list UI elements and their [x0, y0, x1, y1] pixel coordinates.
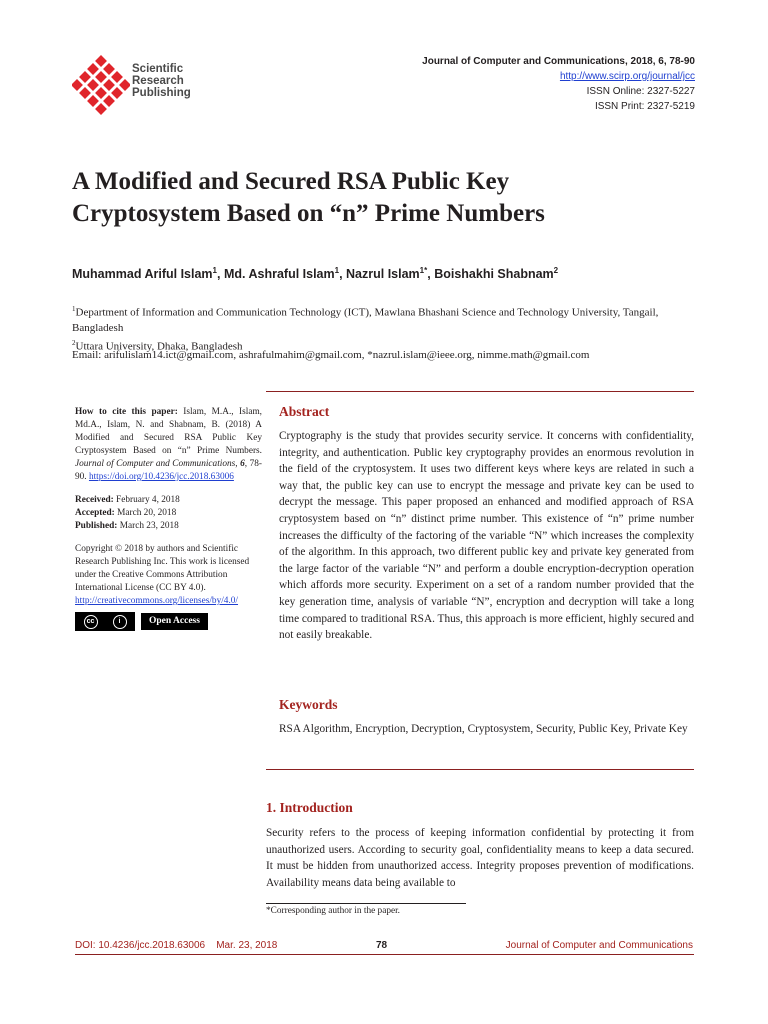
- logo-diamond: [103, 79, 115, 91]
- received-date: February 4, 2018: [116, 495, 180, 505]
- journal-info: [422, 54, 695, 114]
- author-mark: 1: [212, 266, 217, 275]
- introduction-text: Security refers to the process of keeping information confidential by protecting it from unauthorized users. According to security goal, confidentiality means to keep a data secured. It must be hidden from unauthorized access. Integrity proposes prevention of modifications. Availability means data being available to: [266, 827, 694, 889]
- logo-diamond: [111, 87, 123, 99]
- affiliation-item: $^1$Department of Information and Communication Technology (ICT), Mawlana Bhashani Science and Technology University, Tangail, Bangladesh: [72, 305, 659, 334]
- publisher-name-line3: Publishing: [132, 87, 191, 99]
- logo-diamond: [87, 63, 99, 75]
- how-to-cite: How to cite this paper: Islam, M.A., Islam, Md.A., Islam, N. and Shabnam, B. (2018) A Modified and Secured RSA Public Key Cryptosystem Based on “n” Prime Numbers. Journal of Computer and Communications, 6, 78-90. https://doi.org/10.4236/jcc.2018.63006: [75, 407, 263, 482]
- license-badges: [75, 612, 262, 631]
- cite-text: Islam, M.A., Islam, Md.A., Islam, N. and Shabnam, B. (2018) A Modified and Secured RSA Public Key Cryptosystem Based on “n” Prime Numbers.: [75, 407, 263, 456]
- published-date: March 23, 2018: [119, 521, 179, 531]
- abstract-text: Cryptography is the study that provides security service. It concerns with confidentiality, integrity, and authentication. Public key cryptography provides an enormous revolution in the field of the cryptosystem. It uses two different keys where keys are related in such a way that, the public key can use to encrypt the message and private key can be used to decrypt the message. This paper proposed an enhanced and modified approach of RSA cryptosystem based on “n” distinct prime number. This existence of “n” prime number increases the difficulty of the factoring of the variable “N” which increases the complexity of the algorithm. In this approach, two different public key and private key generated from the large factor of the variable “N” and perform a double encryption-decryption operation which affords more security. Experiment on a set of a random number provided that the key generation time, analysis of variable “N”, encryption and decryption will take a long time compared to traditional RSA. Thus, this approach is more efficient, highly secured and not easily breakable.: [279, 430, 694, 642]
- attribution-icon: i: [113, 615, 127, 629]
- author-name: Muhammad Ariful Islam: [72, 267, 213, 282]
- footer-journal: Journal of Computer and Communications: [505, 940, 693, 951]
- paper-title-line1: A Modified and Secured RSA Public Key: [72, 168, 510, 195]
- logo-diamond: [87, 95, 99, 107]
- page-number: 78: [376, 940, 388, 951]
- author-mark: 1*: [419, 266, 428, 275]
- paper-title: [72, 166, 692, 230]
- logo-diamond: [103, 95, 115, 107]
- publication-dates: Received: February 4, 2018 Accepted: March 20, 2018 Published: March 23, 2018: [75, 495, 180, 531]
- abstract-top-divider: [266, 391, 694, 392]
- copyright-notice: Copyright © 2018 by authors and Scientific Research Publishing Inc. This work is licensed under the Creative Commons Attribution International License (CC BY 4.0). http://creativecommons.org/licenses/by/4.0/: [75, 544, 250, 606]
- footer-divider: [75, 954, 694, 955]
- cc-by-badge[interactable]: [75, 612, 135, 631]
- accepted-date: March 20, 2018: [117, 508, 177, 518]
- logo-diamond: [95, 103, 107, 115]
- abstract-heading: Abstract: [279, 404, 330, 419]
- doi-link[interactable]: https://doi.org/10.4236/jcc.2018.63006: [88, 472, 234, 482]
- logo-diamond: [79, 87, 91, 99]
- logo-diamond: [72, 79, 83, 91]
- affiliation-item: $^2$Uttara University, Dhaka, Bangladesh: [72, 338, 243, 353]
- cite-pages: , 78-90.: [75, 459, 262, 482]
- issn-online: ISSN Online: 2327-5227: [586, 86, 695, 97]
- publisher-name-line1: Scientific: [132, 63, 184, 75]
- footer-doi: DOI: 10.4236/jcc.2018.63006 Mar. 23, 2018: [75, 940, 278, 951]
- journal-url-link[interactable]: http://www.scirp.org/journal/jcc: [559, 71, 695, 82]
- author-list: Muhammad Ariful Islam$^1$, Md. Ashraful Islam$^1$, Nazrul Islam$^{1*}$, Boishakhi Shabnam$^2$: [72, 266, 559, 282]
- logo-diamond: [103, 63, 115, 75]
- logo-diamond: [95, 55, 107, 67]
- abstract-bottom-divider: [266, 769, 694, 770]
- affiliations: [72, 302, 692, 354]
- author-name: Nazrul Islam: [346, 267, 420, 282]
- logo-diamond: [119, 79, 130, 91]
- keywords-text: RSA Algorithm, Encryption, Decryption, Cryptosystem, Security, Public Key, Private Key: [279, 723, 688, 735]
- introduction-heading: 1. Introduction: [266, 800, 353, 815]
- paper-title-line2: Cryptosystem Based on “n” Prime Numbers: [72, 200, 545, 227]
- issn-print: ISSN Print: 2327-5219: [594, 101, 695, 112]
- journal-citation: Journal of Computer and Communications, 2018, 6, 78-90: [422, 56, 695, 67]
- publisher-logo-icon: [72, 55, 130, 115]
- publisher-name-line2: Research: [132, 75, 184, 87]
- footnote: *Corresponding author in the paper.: [266, 906, 401, 916]
- license-link[interactable]: http://creativecommons.org/licenses/by/4.0/: [75, 596, 239, 606]
- logo-diamond: [87, 79, 99, 91]
- author-mark: 1: [334, 266, 340, 275]
- email-list: Email: arifulislam14.ict@gmail.com, ashrafulmahim@gmail.com, *nazrul.islam@ieee.org, nimme.math@gmail.com: [72, 349, 590, 361]
- cite-volume: 6: [240, 459, 245, 469]
- cite-journal: Journal of Computer and Communications: [75, 459, 236, 469]
- author-name: Md. Ashraful Islam: [223, 267, 335, 282]
- logo-diamond: [95, 87, 107, 99]
- footnote-divider: [266, 903, 466, 904]
- cc-icon: cc: [84, 615, 98, 629]
- cite-label: How to cite this paper:: [75, 407, 178, 417]
- sidebar-info: [75, 406, 262, 631]
- footer-date: Mar. 23, 2018: [216, 940, 278, 951]
- author-name: Boishakhi Shabnam: [434, 267, 554, 282]
- open-access-badge: Open Access: [141, 613, 208, 630]
- logo-diamond: [111, 71, 123, 83]
- publisher-logo: [72, 55, 202, 115]
- logo-diamond: [79, 71, 91, 83]
- logo-diamond: [95, 71, 107, 83]
- author-mark: 2: [553, 266, 559, 275]
- keywords-heading: Keywords: [279, 697, 338, 712]
